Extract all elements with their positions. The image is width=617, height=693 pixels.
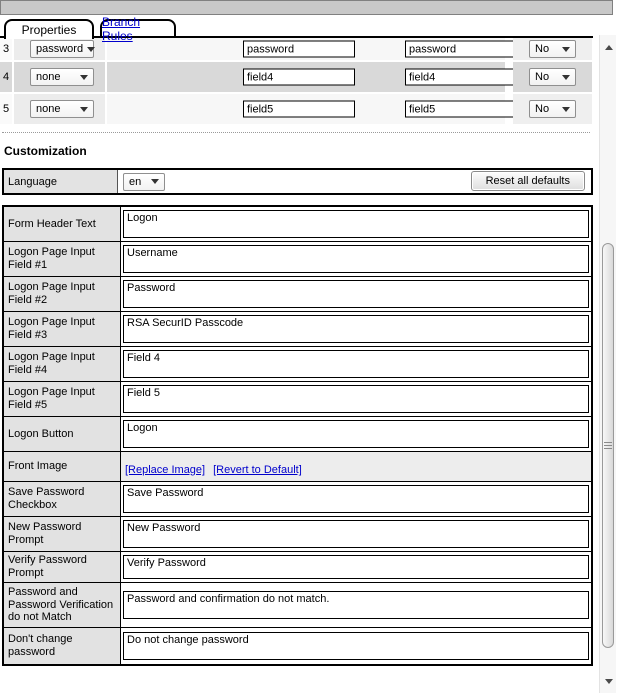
field-required-value: No	[535, 43, 550, 55]
thumb-grip-icon	[604, 442, 612, 443]
form-row-input-field-4	[4, 347, 591, 382]
field-required-cell	[513, 38, 592, 60]
field-required-value: No	[535, 71, 550, 83]
field-required-select[interactable]	[529, 40, 576, 58]
form-row-value-cell	[121, 277, 591, 311]
form-row-value-cell	[121, 417, 591, 451]
new-password-prompt-input[interactable]	[123, 520, 589, 548]
form-row-label: Save Password Checkbox	[4, 482, 121, 516]
tab-branch-rules[interactable]	[100, 14, 176, 43]
chevron-down-icon	[562, 47, 570, 52]
language-select[interactable]	[123, 173, 165, 191]
window-top-bar	[0, 0, 613, 15]
field-type-value: none	[36, 103, 61, 115]
field-label-input[interactable]	[405, 69, 517, 86]
field-required-select[interactable]	[529, 68, 576, 86]
field-label-input[interactable]	[405, 41, 517, 58]
field-required-select[interactable]	[529, 100, 576, 118]
form-row-new-password-prompt	[4, 517, 591, 552]
form-row-verify-password-prompt	[4, 552, 591, 583]
input-field-4-input[interactable]	[123, 350, 589, 378]
field-type-value: none	[36, 71, 61, 83]
language-label: Language	[4, 170, 118, 193]
field-name-input[interactable]	[243, 101, 355, 118]
field-required-cell	[513, 62, 592, 92]
field-type-cell	[14, 38, 105, 60]
form-row-password-mismatch	[4, 583, 591, 628]
tab-properties-label: Properties	[21, 23, 77, 37]
section-divider	[2, 132, 590, 133]
form-row-label: Logon Page Input Field #5	[4, 382, 121, 416]
reset-all-defaults-button[interactable]: Reset all defaults	[471, 171, 585, 191]
field-required-value: No	[535, 103, 550, 115]
save-password-text-input[interactable]	[123, 485, 589, 513]
tab-properties[interactable]	[4, 19, 94, 39]
input-field-5-input[interactable]	[123, 385, 589, 413]
form-row-value-cell	[121, 312, 591, 346]
form-row-label: Logon Page Input Field #3	[4, 312, 121, 346]
field-row-number: 5	[0, 94, 12, 124]
field-inputs-cell	[107, 62, 505, 92]
language-controls	[118, 170, 591, 193]
field-type-cell	[14, 94, 105, 124]
field-type-select[interactable]	[30, 40, 94, 58]
field-row-number: 4	[0, 62, 12, 92]
scroll-up-icon	[605, 45, 613, 50]
verify-password-prompt-input[interactable]	[123, 555, 589, 579]
field-type-cell	[14, 62, 105, 92]
field-name-input[interactable]	[243, 69, 355, 86]
form-row-logon-button	[4, 417, 591, 452]
field-type-select[interactable]	[30, 68, 94, 86]
scroll-up-button[interactable]	[600, 39, 617, 55]
form-header-text-input[interactable]	[123, 210, 589, 238]
form-row-input-field-1	[4, 242, 591, 277]
dont-change-password-input[interactable]	[123, 632, 589, 660]
form-row-label: Form Header Text	[4, 207, 121, 241]
input-field-3-input[interactable]	[123, 315, 589, 343]
scrollbar-thumb[interactable]	[602, 243, 614, 648]
form-row-value-cell	[121, 207, 591, 241]
field-label-input[interactable]	[405, 101, 517, 118]
field-type-value: password	[36, 43, 84, 55]
field-name-input[interactable]	[243, 41, 355, 58]
form-row-value-cell	[121, 347, 591, 381]
input-field-2-input[interactable]	[123, 280, 589, 308]
password-mismatch-text-input[interactable]	[123, 591, 589, 619]
chevron-down-icon	[87, 47, 95, 52]
logon-button-text-input[interactable]	[123, 420, 589, 448]
field-row-number: 3	[0, 38, 12, 60]
form-row-label: Verify Password Prompt	[4, 552, 121, 582]
form-row-header-text	[4, 207, 591, 242]
form-row-value-cell	[121, 242, 591, 276]
form-row-value-cell	[121, 628, 591, 664]
field-row-3	[0, 38, 593, 60]
form-row-value-cell	[121, 583, 591, 627]
form-row-value-cell	[121, 517, 591, 551]
form-row-label: Password and Password Verification do not Match	[4, 583, 121, 627]
form-row-input-field-2	[4, 277, 591, 312]
form-row-input-field-3	[4, 312, 591, 347]
thumb-grip-icon	[604, 448, 612, 449]
form-row-label: Logon Page Input Field #4	[4, 347, 121, 381]
form-row-label: Logon Page Input Field #2	[4, 277, 121, 311]
chevron-down-icon	[80, 75, 88, 80]
thumb-grip-icon	[604, 445, 612, 446]
revert-to-default-link[interactable]: [Revert to Default]	[213, 464, 302, 476]
form-row-front-image	[4, 452, 591, 482]
language-row	[2, 168, 593, 195]
front-image-cell	[121, 452, 591, 481]
form-row-value-cell	[121, 552, 591, 582]
chevron-down-icon	[151, 179, 159, 184]
chevron-down-icon	[562, 75, 570, 80]
vertical-scrollbar[interactable]	[599, 35, 616, 693]
form-row-label: Front Image	[4, 452, 121, 481]
chevron-down-icon	[562, 107, 570, 112]
form-row-value-cell	[121, 382, 591, 416]
field-row-5	[0, 94, 593, 124]
form-row-value-cell	[121, 482, 591, 516]
form-row-save-password-checkbox	[4, 482, 591, 517]
replace-image-link[interactable]: [Replace Image]	[125, 464, 206, 476]
form-row-input-field-5	[4, 382, 591, 417]
form-row-label: Logon Button	[4, 417, 121, 451]
form-row-label: New Password Prompt	[4, 517, 121, 551]
input-field-1-input[interactable]	[123, 245, 589, 273]
scroll-down-button[interactable]	[600, 673, 617, 689]
field-type-select[interactable]	[30, 100, 94, 118]
tab-branch-rules-label: Branch Rules	[102, 14, 141, 43]
form-row-label: Logon Page Input Field #1	[4, 242, 121, 276]
field-required-cell	[513, 94, 592, 124]
chevron-down-icon	[80, 107, 88, 112]
form-row-label: Don't change password	[4, 628, 121, 664]
language-value: en	[129, 175, 142, 188]
field-inputs-cell	[107, 94, 505, 124]
scroll-down-icon	[605, 679, 613, 684]
customization-heading: Customization	[4, 144, 87, 158]
customization-form-table	[2, 205, 593, 666]
field-row-4	[0, 62, 593, 92]
form-row-dont-change-password	[4, 628, 591, 664]
